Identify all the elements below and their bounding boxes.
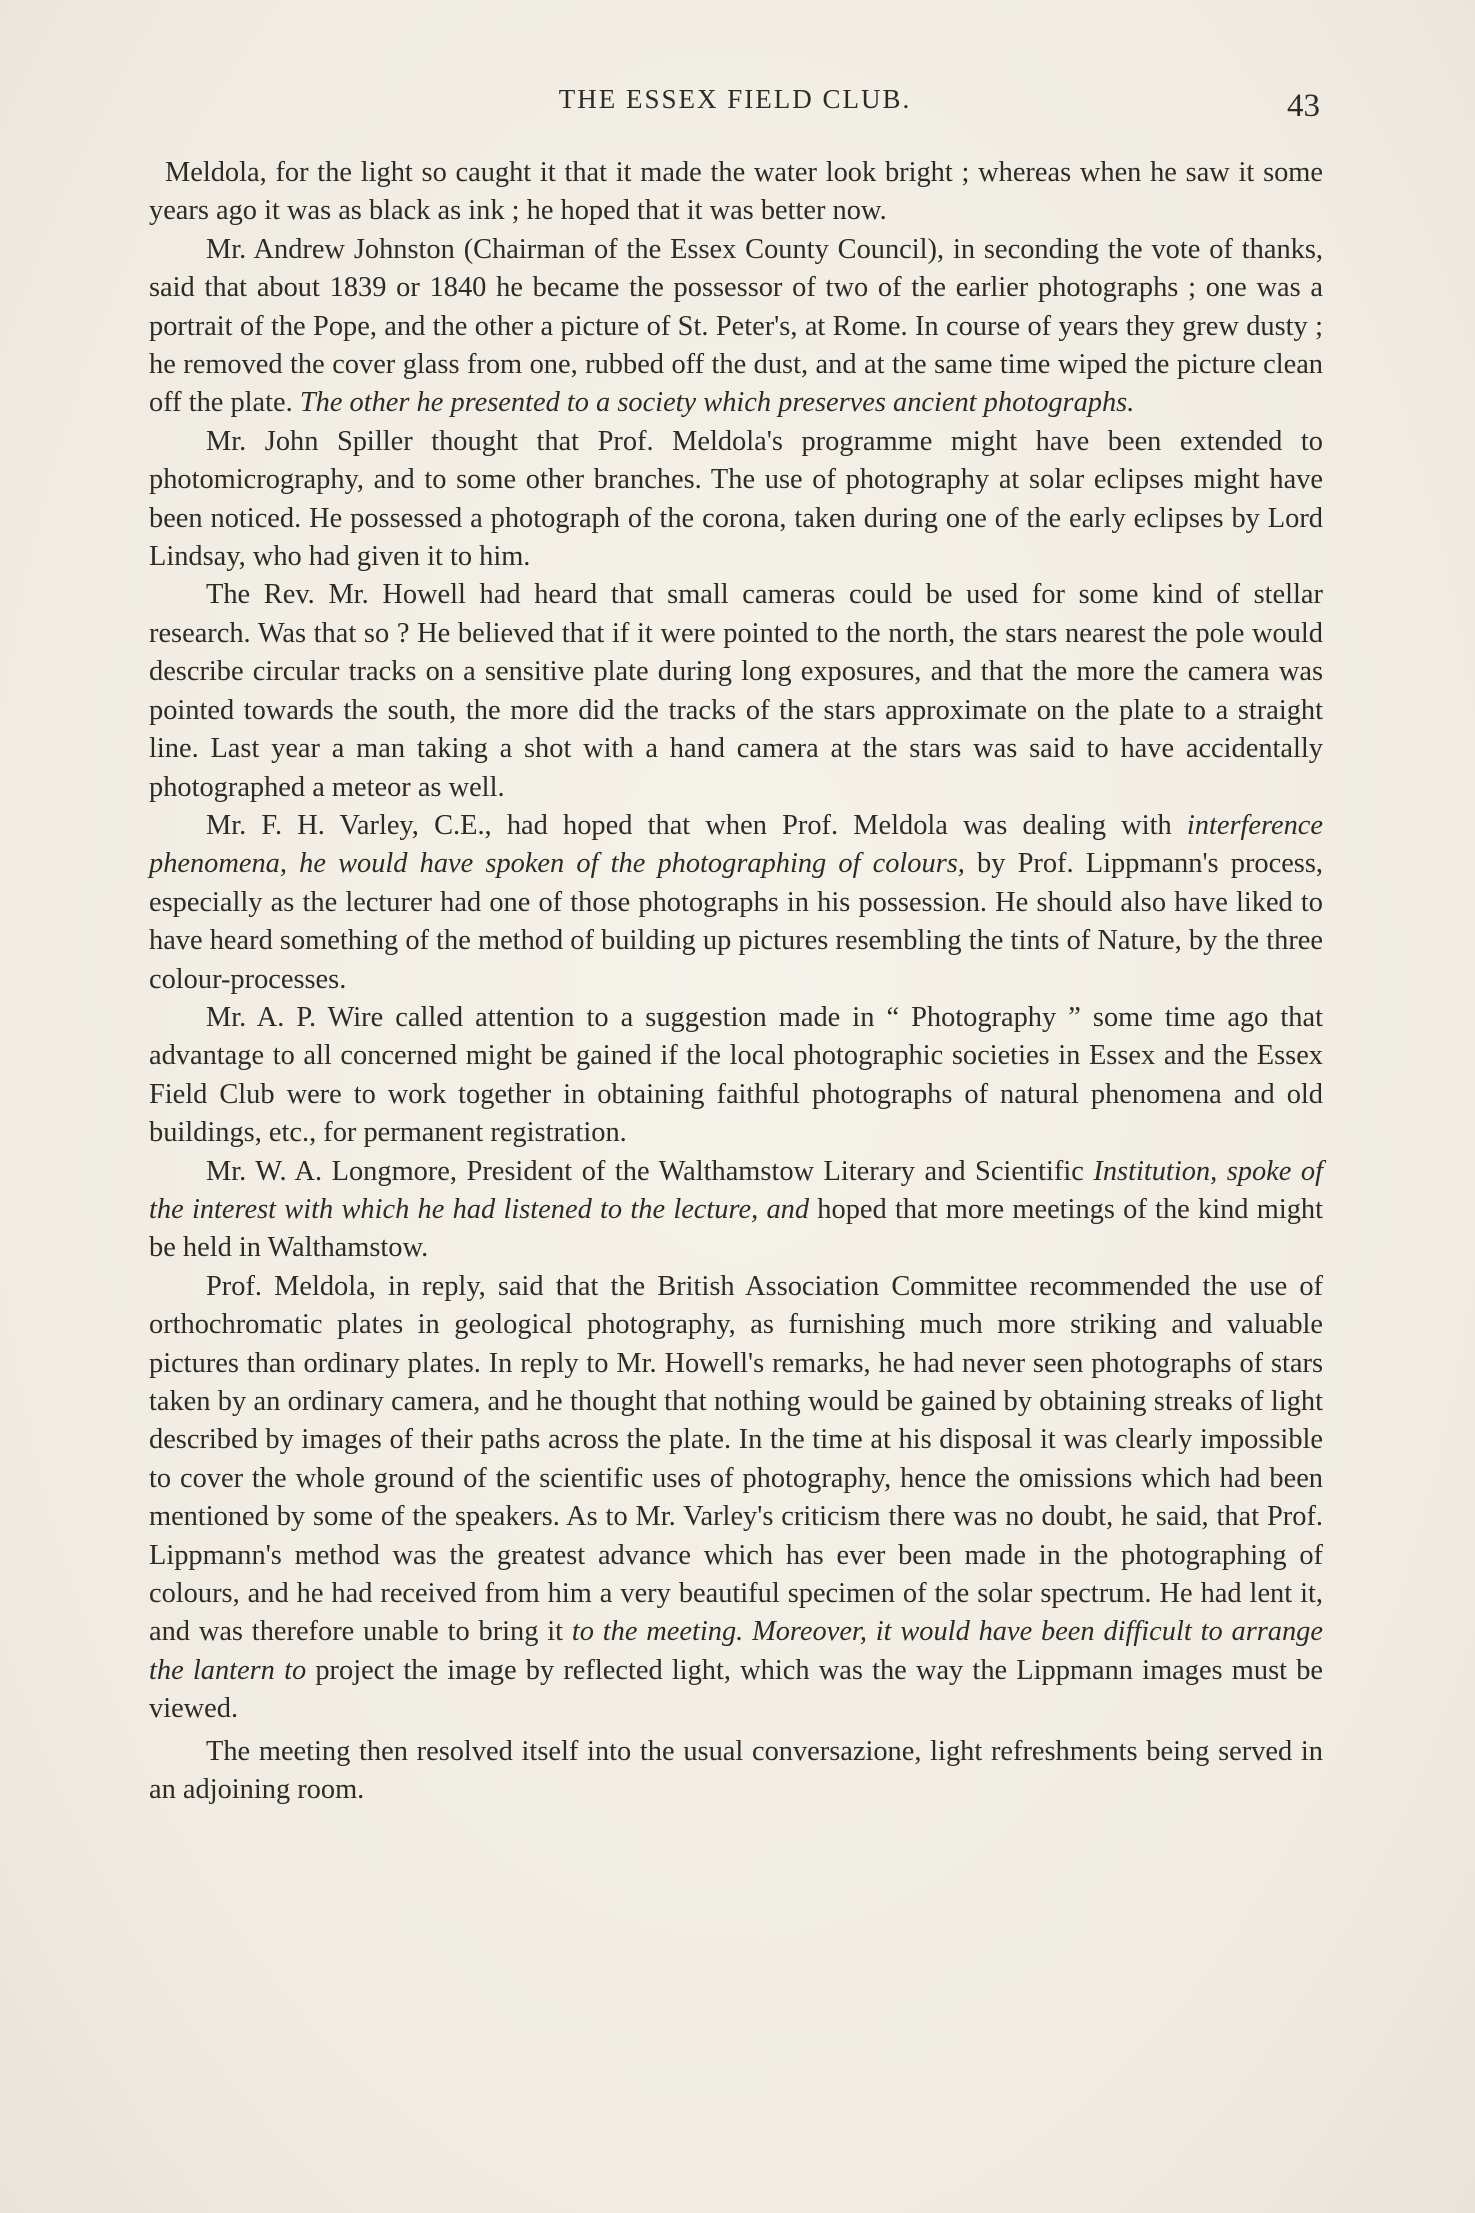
paragraph-text: Mr. John Spiller thought that Prof. Meldola's programme might have been extended to photomicrography, and to some other branches. The use of photography at solar eclipses might have been noticed. He possessed a photograph of the corona, taken during one of the early eclipses by Lord Lindsay, who had given it to him.	[149, 425, 1323, 573]
paragraph-johnston	[149, 231, 1323, 423]
paragraph-meldola-reply	[149, 1268, 1323, 1729]
paragraph-text: The Rev. Mr. Howell had heard that small cameras could be used for some kind of stellar research. Was that so ? He believed that if it were pointed to the north, the stars nearest the pole would describe circular tracks on a sensitive plate during long exposures, and that the more the camera was pointed towards the south, the more did the tracks of the stars approximate on the plate to a straight line. Last year a man taking a shot with a hand camera at the stars was said to have accidentally photographed a meteor as well.	[149, 579, 1323, 803]
paragraph-howell	[149, 576, 1323, 806]
paragraph-italic-text: The other he presented to a society which preserves ancient photographs.	[299, 387, 1135, 419]
paragraph-continued	[149, 154, 1323, 231]
paragraph-text: by Prof. Lippmann's process, especially as the lecturer had one of those photographs in his possession. He should also have liked to have heard something of the method of building up pictures resembling the tints of Nature, by the three colour-processes.	[149, 848, 1324, 995]
paragraph-italic-text: Institution, spoke of the interest with which he had listened to the lecture, and	[149, 1155, 1323, 1225]
paragraph-text: Mr. W. A. Longmore, President of the Walthamstow Literary and Scientific	[206, 1155, 1094, 1187]
paragraph-italic-text: interference phenomena, he would have spoken of the photographing of colours,	[149, 809, 1323, 880]
paragraph-text: The meeting then resolved itself into the usual conversazione, light refreshments being served in an adjoining room.	[149, 1735, 1323, 1806]
paragraph-text: project the image by reflected light, which was the way the Lippmann images must be viewed.	[149, 1654, 1323, 1725]
running-title: THE ESSEX FIELD CLUB.	[558, 84, 912, 114]
paragraph-spiller	[149, 423, 1323, 577]
body-text	[149, 154, 1323, 1809]
paragraph-text: hoped that more meetings of the kind might be held in Walthamstow.	[149, 1193, 1323, 1264]
paragraph-text: Meldola, for the light so caught it that it made the water look bright ; whereas when he saw it some years ago it was as black as ink ; he hoped that it was better now.	[149, 157, 1323, 227]
paragraph-varley	[149, 807, 1323, 999]
paragraph-text: Mr. Andrew Johnston (Chairman of the Essex County Council), in seconding the vote of thanks, said that about 1839 or 1840 he became the possessor of two of the earlier photographs ; one was a portrait of the Pope, and the other a picture of St. Peter's, at Rome. In course of years they grew dusty ; he removed the cover glass from one, rubbed off the dust, and at the same time wiped the picture clean off the plate.	[149, 233, 1323, 419]
paragraph-longmore	[149, 1153, 1323, 1268]
paragraph-text: Prof. Meldola, in reply, said that the British Association Committee recommended the use of orthochromatic plates in geological photography, as furnishing much more striking and valuable pictures than ordinary plates. In reply to Mr. Howell's remarks, he had never seen photographs of stars taken by an ordinary camera, and he thought that nothing would be gained by obtaining streaks of light described by images of their paths across the plate. In the time at his disposal it was clearly impossible to cover the whole ground of the scientific uses of photography, hence the omissions which had been mentioned by some of the speakers. As to Mr. Varley's criticism there was no doubt, he said, that Prof. Lippmann's method was the greatest advance which has ever been made in the photographing of colours, and he had received from him a very beautiful specimen of the solar spectrum. He had lent it, and was therefore unable to bring it	[149, 1270, 1323, 1648]
paragraph-wire	[149, 999, 1323, 1153]
page-number: 43	[1287, 88, 1320, 124]
paragraph-text: Mr. F. H. Varley, C.E., had hoped that when Prof. Meldola was dealing with	[206, 809, 1187, 841]
paragraph-italic-text: to the meeting. Moreover, it would have been difficult to arrange the lantern to	[149, 1616, 1323, 1686]
paragraph-closing	[149, 1733, 1323, 1810]
paragraph-text: Mr. A. P. Wire called attention to a suggestion made in “ Photography ” some time ago that advantage to all concerned might be gained if the local photographic societies in Essex and the Essex Field Club were to work together in obtaining faithful photographs of natural phenomena and old buildings, etc., for permanent registration.	[149, 1001, 1323, 1149]
running-head	[150, 84, 1320, 134]
